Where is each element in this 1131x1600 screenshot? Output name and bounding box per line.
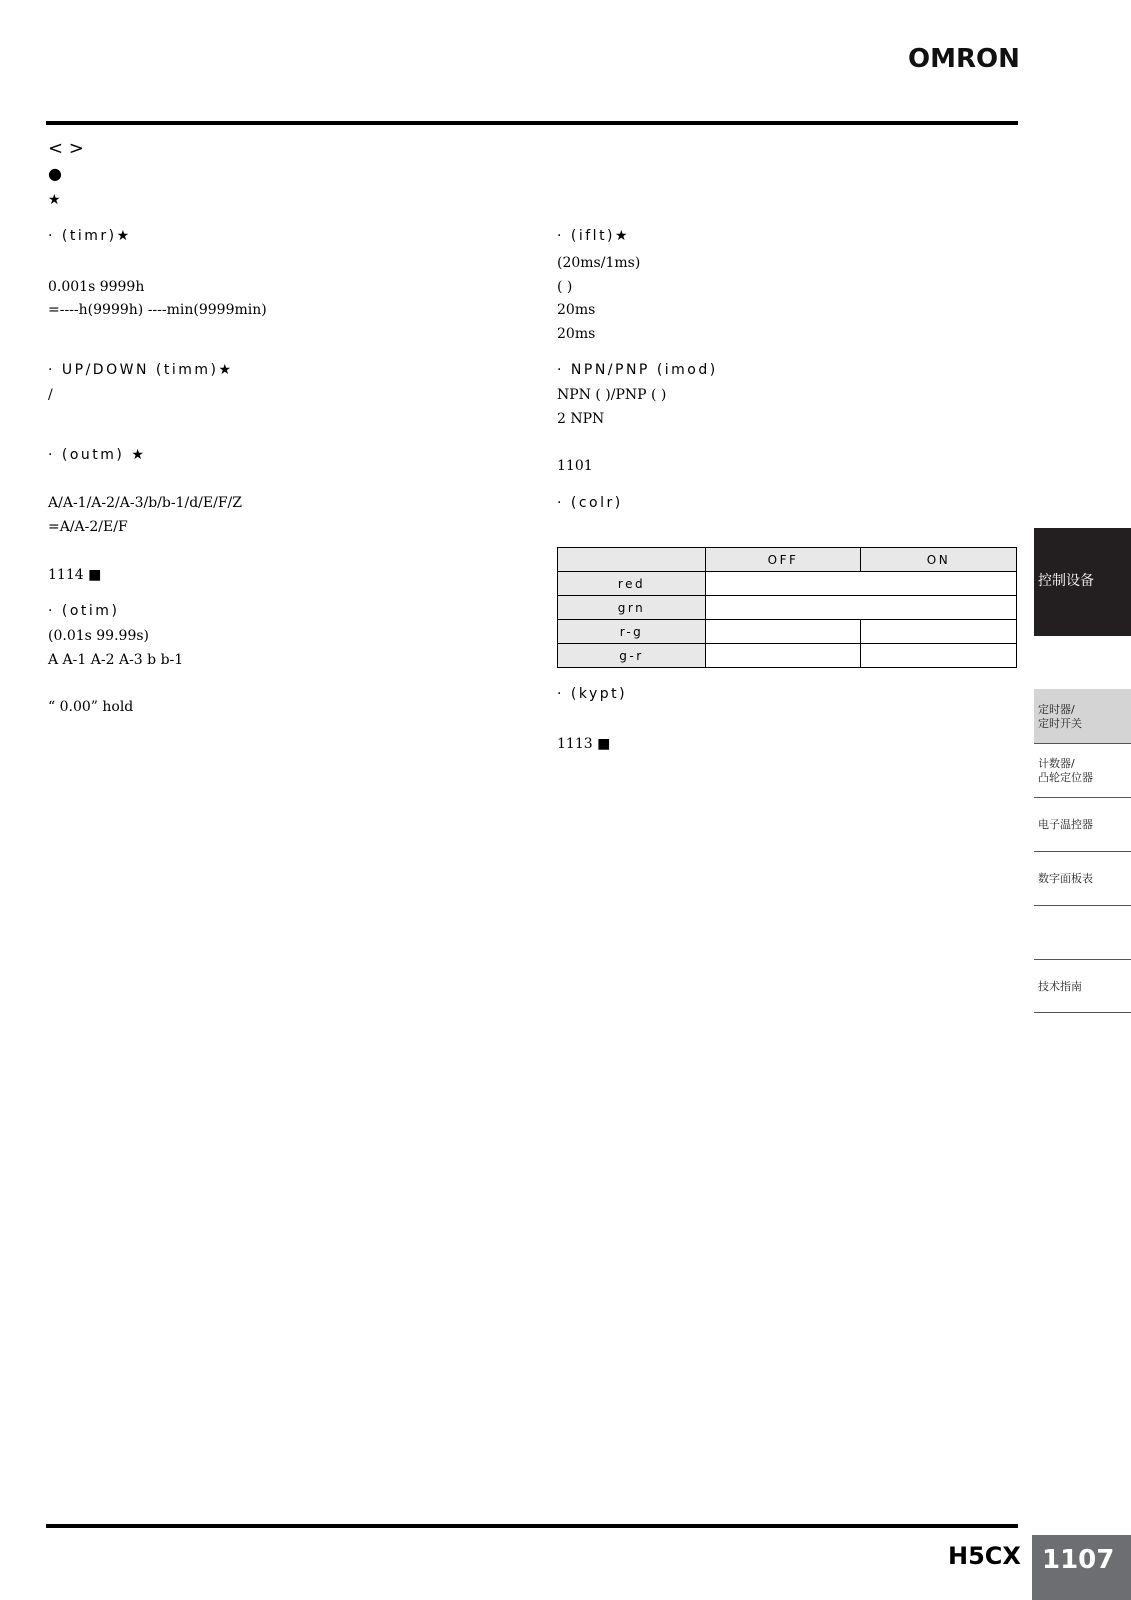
table-cell <box>861 644 1017 668</box>
colr-table <box>557 547 1017 668</box>
table-row <box>558 596 1017 620</box>
page-number: 1107 <box>1032 1535 1131 1600</box>
side-tab-tech-guide[interactable]: 技术指南 <box>1038 980 1082 993</box>
table-row-label: grn <box>558 596 706 620</box>
timm-title: · UP/DOWN (timm)★ <box>48 362 234 378</box>
side-tab-control-devices[interactable]: 控制设备 <box>1034 528 1131 636</box>
table-row <box>558 572 1017 596</box>
side-tab-counter[interactable] <box>1034 744 1131 797</box>
table-cell <box>706 572 1017 596</box>
iflt-title: · (iflt)★ <box>557 228 631 244</box>
table-header-cell: ON <box>861 548 1017 572</box>
side-tab-timer[interactable] <box>1034 689 1131 743</box>
table-header-cell: OFF <box>706 548 861 572</box>
side-tab-label: 定时器/ <box>1038 703 1075 716</box>
tab-divider <box>1034 905 1131 906</box>
side-tab-label: 凸轮定位器 <box>1038 771 1093 784</box>
timr-title: · (timr)★ <box>48 228 132 244</box>
timm-line-1: / <box>48 387 53 403</box>
iflt-line-4: 20ms <box>557 326 596 342</box>
table-row <box>558 620 1017 644</box>
side-tab-label: 计数器/ <box>1038 757 1075 770</box>
iflt-line-1: (20ms/1ms) <box>557 255 641 271</box>
note-line: ★ <box>48 192 61 208</box>
otim-line-4: “ 0.00” hold <box>48 699 134 715</box>
table-cell <box>706 596 1017 620</box>
footer-model: H5CX <box>948 1542 1021 1570</box>
table-cell <box>706 620 861 644</box>
bottom-rule <box>46 1524 1018 1528</box>
table-header-row <box>558 548 1017 572</box>
table-row-label: red <box>558 572 706 596</box>
bullet-heading: ● <box>48 164 62 183</box>
imod-line-2: 2 NPN <box>557 411 605 427</box>
table-header-cell <box>558 548 706 572</box>
table-cell <box>706 644 861 668</box>
top-rule <box>46 121 1018 125</box>
side-tab-panel-meter[interactable]: 数字面板表 <box>1038 872 1093 885</box>
colr-title: · (colr) <box>557 495 623 511</box>
otim-line-1: (0.01s 99.99s) <box>48 628 149 644</box>
table-row-label: r-g <box>558 620 706 644</box>
table-cell <box>861 620 1017 644</box>
imod-title: · NPN/PNP (imod) <box>557 362 718 378</box>
iflt-line-3: 20ms <box>557 302 596 318</box>
imod-line-4: 1101 <box>557 458 593 474</box>
tab-divider <box>1034 1012 1131 1013</box>
iflt-line-2: ( ) <box>557 279 573 295</box>
side-tab-label: 定时开关 <box>1038 717 1082 730</box>
omron-logo: OMRON <box>908 44 1020 74</box>
outm-line-5: 1114 ■ <box>48 567 102 583</box>
table-row <box>558 644 1017 668</box>
otim-line-2: A A-1 A-2 A-3 b b-1 <box>48 652 184 668</box>
side-tab-thermo[interactable]: 电子温控器 <box>1038 818 1093 831</box>
kypt-line-2: 1113 ■ <box>557 736 611 752</box>
section-heading: < > <box>48 138 84 159</box>
outm-line-3: =A/A-2/E/F <box>48 519 128 535</box>
table-row-label: g-r <box>558 644 706 668</box>
timr-line-2: 0.001s 9999h <box>48 279 145 295</box>
timr-line-3: =----h(9999h) ----min(9999min) <box>48 302 267 318</box>
kypt-title: · (kypt) <box>557 686 628 702</box>
outm-line-2: A/A-1/A-2/A-3/b/b-1/d/E/F/Z <box>48 495 242 511</box>
otim-title: · (otim) <box>48 603 120 619</box>
imod-line-1: NPN ( )/PNP ( ) <box>557 387 667 403</box>
outm-title: · (outm) ★ <box>48 447 147 463</box>
